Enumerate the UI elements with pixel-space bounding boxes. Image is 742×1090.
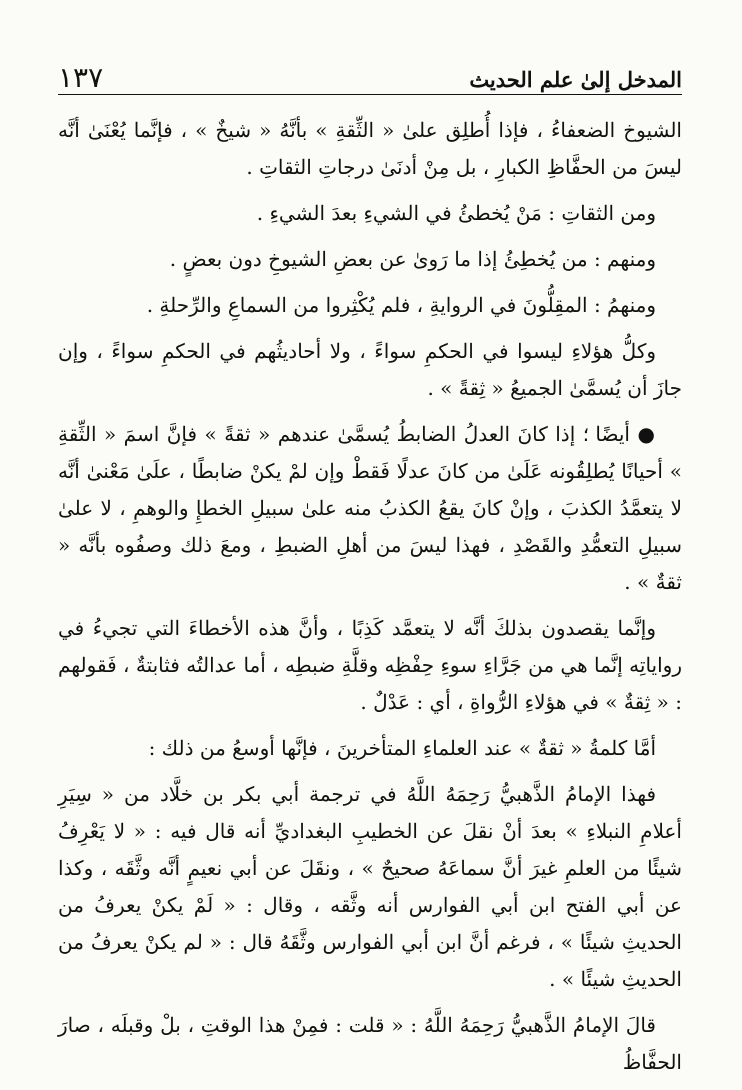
bullet-mark: ● [637,422,656,446]
paragraph: ومنهم : من يُخطِئُ إذا ما رَوىٰ عن بعضِ الشيوخِ دون بعضٍ . [169,247,656,271]
paragraph: وكلُّ هؤلاءِ ليسوا في الحكمِ سواءً ، ولا أحاديثُهم في الحكمِ سواءً ، وإن جازَ أن يُسمَّىٰ الجميعُ « ثِقةً » . [58,339,682,400]
running-title: المدخل إلىٰ علم الحديث [469,67,682,92]
page-number: ١٣٧ [58,61,104,94]
body-text [58,112,682,1090]
paragraph-with-bullet [58,416,682,601]
paragraph: أمَّا كلمةُ « ثقةٌ » عند العلماءِ المتأخرينَ ، فإنَّها أوسعُ من ذلك : [148,736,656,760]
paragraph: فهذا الإمامُ الذَّهبيُّ رَحِمَهُ اللَّهُ في ترجمة أبي بكر بن خلَّاد من « سِيَرِ أعلامِ النبلاءِ » بعدَ أنْ نقلَ عن الخطيبِ البغداديِّ أنه قال فيه : « لا يَعْرِفُ شيئًا من العلمِ غيرَ أنَّ سماعَهُ صحيحٌ » ، ونقَلَ عن أبي نعيمٍ أنَّه وثَّقَه ، وكذا عن أبي الفتح ابن أبي الفوارس أنه وثَّقه ، وقال : « لَمْ يكنْ يعرفُ من الحديثِ شيئًا » ، فرغم أنَّ ابن أبي الفوارس وثَّقَهُ قال : « لم يكنْ يعرفُ من الحديثِ شيئًا » . [58,782,682,991]
paragraph: ومنهمُ : المقِلُّونَ في الروايةِ ، فلم يُكْثِروا من السماعِ والرِّحلةِ . [146,293,656,317]
paragraph: ومن الثقاتِ : مَنْ يُخطئُ في الشيءِ بعدَ الشيءِ . [256,201,656,225]
paragraph: قالَ الإمامُ الذَّهبيُّ رَحِمَهُ اللَّهُ : « قلت : فمِنْ هذا الوقتِ ، بلْ وقبلَه ، صارَ الحفَّاظُ [58,1013,682,1074]
header-rule [58,94,682,95]
paragraph: وإنَّما يقصدون بذلكَ أنَّه لا يتعمَّد كَذِبًا ، وأنَّ هذه الأخطاءَ التي تجيءُ في رواياتِه إنَّما هي من جَرَّاءِ سوءِ حِفْظِه وقلَّةِ ضبطِه ، أما عدالتُه فثابتةٌ ، فَقولهم : « ثِقةٌ » في هؤلاءِ الرُّواةِ ، أي : عَدْلٌ . [58,616,682,714]
paragraph: الشيوخ الضعفاءُ ، فإذا أُطلِق علىٰ « الثِّقةِ » بأنَّهُ « شيخٌ » ، فإنَّما يُعْنَىٰ أنَّه ليسَ من الحفَّاظِ الكبارِ ، بل مِنْ أدنَىٰ درجاتِ الثقاتِ . [58,118,682,179]
page-header [58,52,682,92]
paragraph-text: أيضًا ؛ إذا كانَ العدلُ الضابطُ يُسمَّىٰ عندهم « ثقةً » فإنَّ اسمَ « الثِّقةِ » أحيانًا يُطلِقُونه عَلَىٰ من كانَ عدلًا فَقطْ وإن لمْ يكنْ ضابطًا ، علَىٰ مَعْنىٰ أنَّه لا يتعمَّدُ الكذبَ ، وإنْ كانَ يقعُ الكذبُ منه علىٰ سبيلِ الخطإِ والوهمِ ، لا علىٰ سبيلِ التعمُّدِ والقَصْدِ ، فهذا ليسَ من أهلِ الضبطِ ، ومعَ ذلك وصفُوه بأنَّه « ثقةٌ » . [58,422,682,594]
